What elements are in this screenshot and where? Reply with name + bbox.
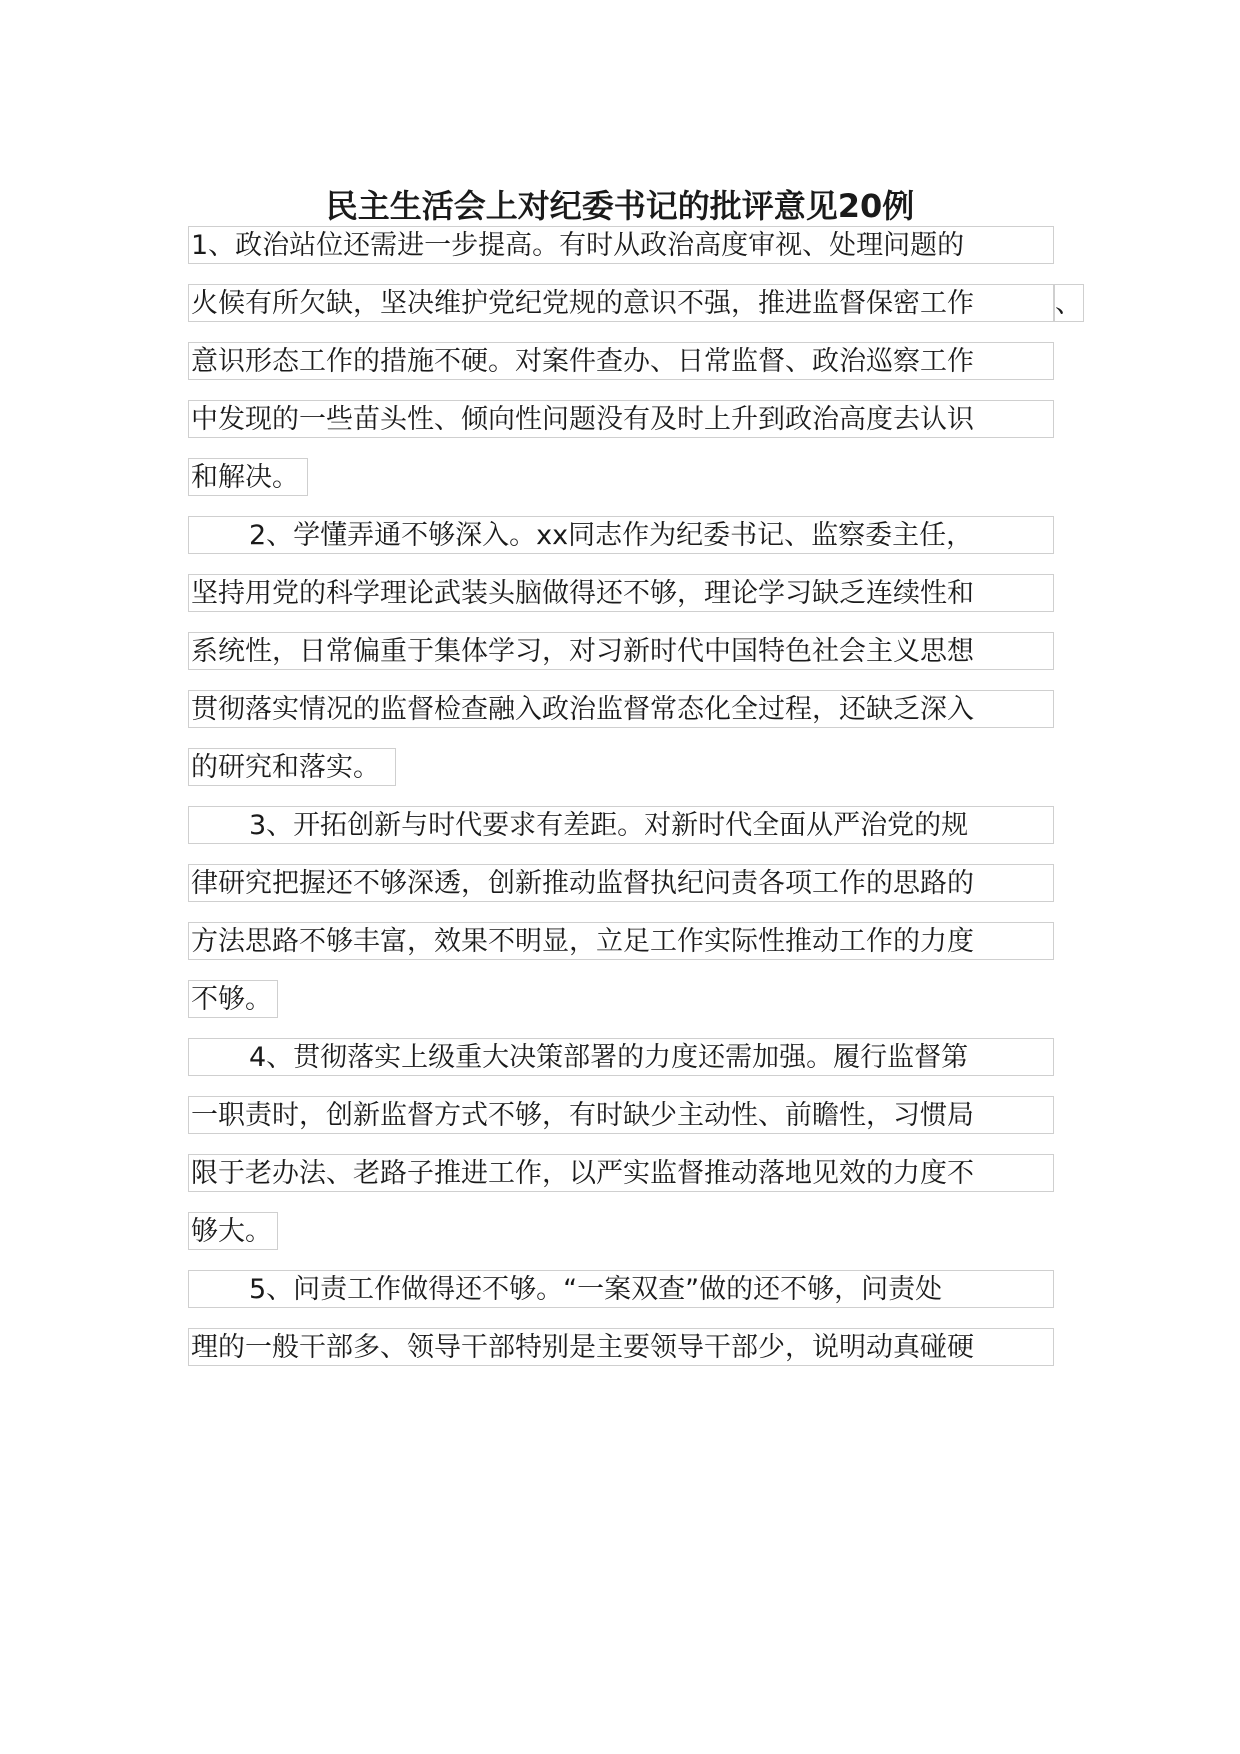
text-line: 够大。	[188, 1212, 278, 1250]
text-line: 一职责时，创新监督方式不够，有时缺少主动性、前瞻性，习惯局	[188, 1096, 1054, 1134]
text-line: 和解决。	[188, 458, 308, 496]
text-line: 限于老办法、老路子推进工作，以严实监督推动落地见效的力度不	[188, 1154, 1054, 1192]
text-line: 3、开拓创新与时代要求有差距。对新时代全面从严治党的规	[188, 806, 1054, 844]
text-line: 系统性，日常偏重于集体学习，对习新时代中国特色社会主义思想	[188, 632, 1054, 670]
text-line: 坚持用党的科学理论武装头脑做得还不够，理论学习缺乏连续性和	[188, 574, 1054, 612]
text-line: 2、学懂弄通不够深入。xx同志作为纪委书记、监察委主任，	[188, 516, 1054, 554]
document-title: 民主生活会上对纪委书记的批评意见20例	[325, 187, 915, 225]
text-line: 律研究把握还不够深透，创新推动监督执纪问责各项工作的思路的	[188, 864, 1054, 902]
text-line: 5、问责工作做得还不够。“一案双查”做的还不够，问责处	[188, 1270, 1054, 1308]
text-line: 理的一般干部多、领导干部特别是主要领导干部少，说明动真碰硬	[188, 1328, 1054, 1366]
text-line: 的研究和落实。	[188, 748, 396, 786]
text-line: 中发现的一些苗头性、倾向性问题没有及时上升到政治高度去认识	[188, 400, 1054, 438]
text-line: 4、贯彻落实上级重大决策部署的力度还需加强。履行监督第	[188, 1038, 1054, 1076]
text-line: 不够。	[188, 980, 278, 1018]
text-line: 1、政治站位还需进一步提高。有时从政治高度审视、处理问题的	[188, 226, 1054, 264]
text-line-overflow: 、	[1054, 284, 1084, 322]
text-line: 火候有所欠缺，坚决维护党纪党规的意识不强，推进监督保密工作	[188, 284, 1054, 322]
text-line: 贯彻落实情况的监督检查融入政治监督常态化全过程，还缺乏深入	[188, 690, 1054, 728]
text-line: 意识形态工作的措施不硬。对案件查办、日常监督、政治巡察工作	[188, 342, 1054, 380]
text-line: 方法思路不够丰富，效果不明显，立足工作实际性推动工作的力度	[188, 922, 1054, 960]
